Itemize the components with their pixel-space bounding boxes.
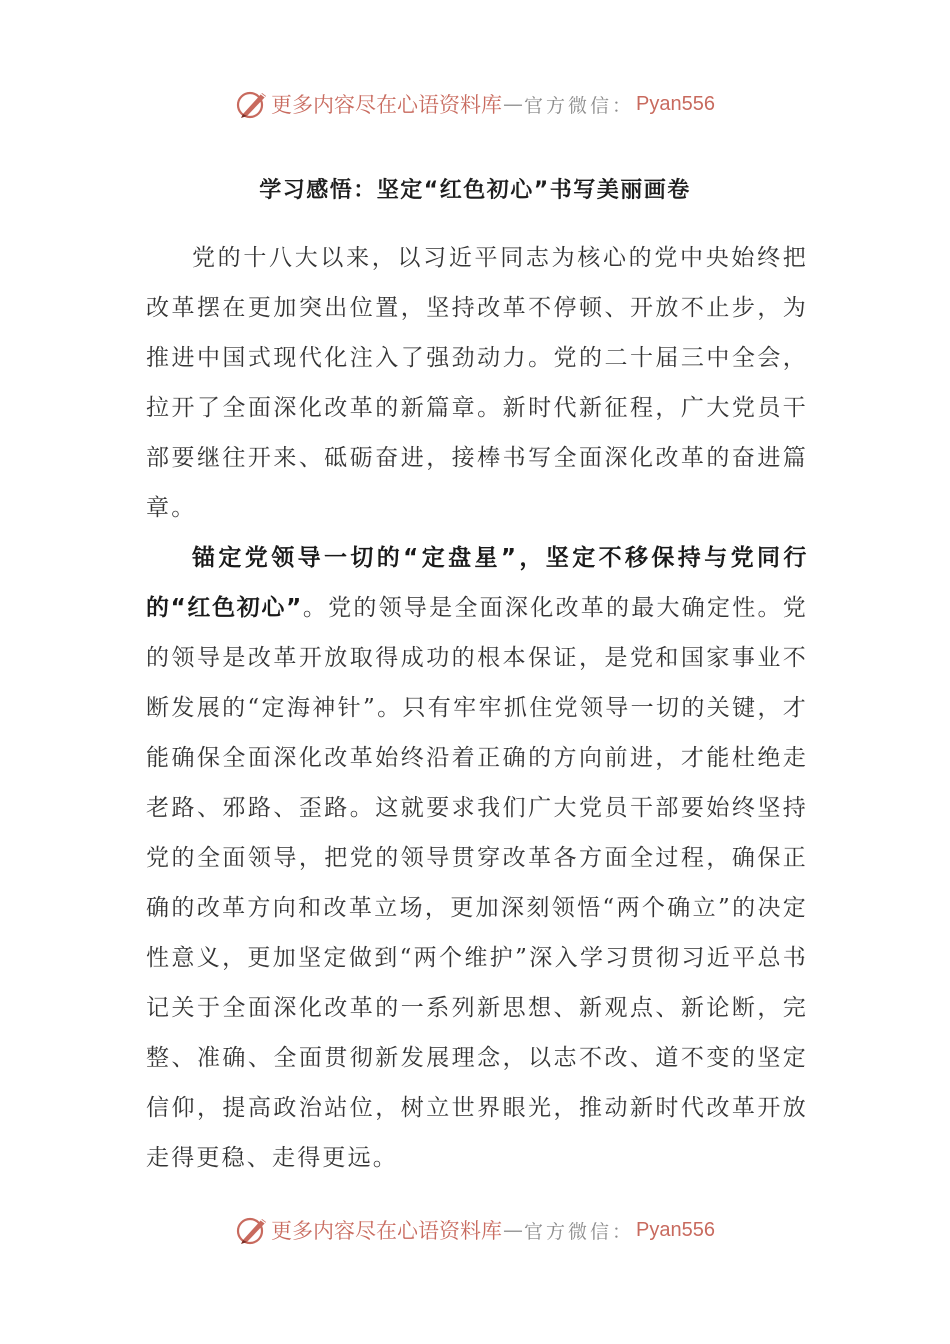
document-title: 学习感悟：坚定“红色初心”书写美丽画卷 <box>259 178 691 203</box>
footer-watermark <box>0 1210 950 1250</box>
watermark-wechat-id: Pyan556 <box>636 1218 715 1241</box>
header-watermark <box>0 84 950 124</box>
paragraph-text: 党的十八大以来，以习近平同志为核心的党中央始终把改革摆在更加突出位置，坚持改革不停顿、开放不止步，为推进中国式现代化注入了强劲动力。党的二十届三中全会，拉开了全面深化改革的新篇章。新时代新征程，广大党员干部要继往开来、砥砺奋进，接棒书写全面深化改革的奋进篇章。 <box>146 245 808 521</box>
watermark-brand-text: 更多内容尽在心语资料库 <box>271 93 502 117</box>
watermark-brand-text: 更多内容尽在心语资料库 <box>271 1219 502 1243</box>
paragraph-2 <box>146 533 808 1183</box>
watermark-dash: — <box>503 92 523 116</box>
watermark-official-label: 官方微信： <box>524 94 635 117</box>
watermark-dash: — <box>503 1218 523 1242</box>
watermark-official-label: 官方微信： <box>524 1220 635 1243</box>
paragraph-text: 。党的领导是全面深化改革的最大确定性。党的领导是改革开放取得成功的根本保证，是党和国家事业不断发展的“定海神针”。只有牢牢抓住党领导一切的关键，才能确保全面深化改革始终沿着正确的方向前进，才能杜绝走老路、邪路、歪路。这就要求我们广大党员干部要始终坚持党的全面领导，把党的领导贯穿改革各方面全过程，确保正确的改革方向和改革立场，更加深刻领悟“两个确立”的决定性意义，更加坚定做到“两个维护”深入学习贯彻习近平总书记关于全面深化改革的一系列新思想、新观点、新论断，完整、准确、全面贯彻新发展理念，以志不改、道不变的坚定信仰，提高政治站位，树立世界眼光，推动新时代改革开放走得更稳、走得更远。 <box>146 595 808 1171</box>
pen-logo-icon <box>235 87 269 121</box>
pen-logo-icon <box>235 1213 269 1247</box>
document-body <box>146 233 808 1183</box>
watermark-wechat-id: Pyan556 <box>636 92 715 115</box>
paragraph-1 <box>146 233 808 533</box>
paragraph-lead: 锚定党领导一切的“定盘星”，坚定不移保持与党同行的“红色初心” <box>146 545 808 621</box>
